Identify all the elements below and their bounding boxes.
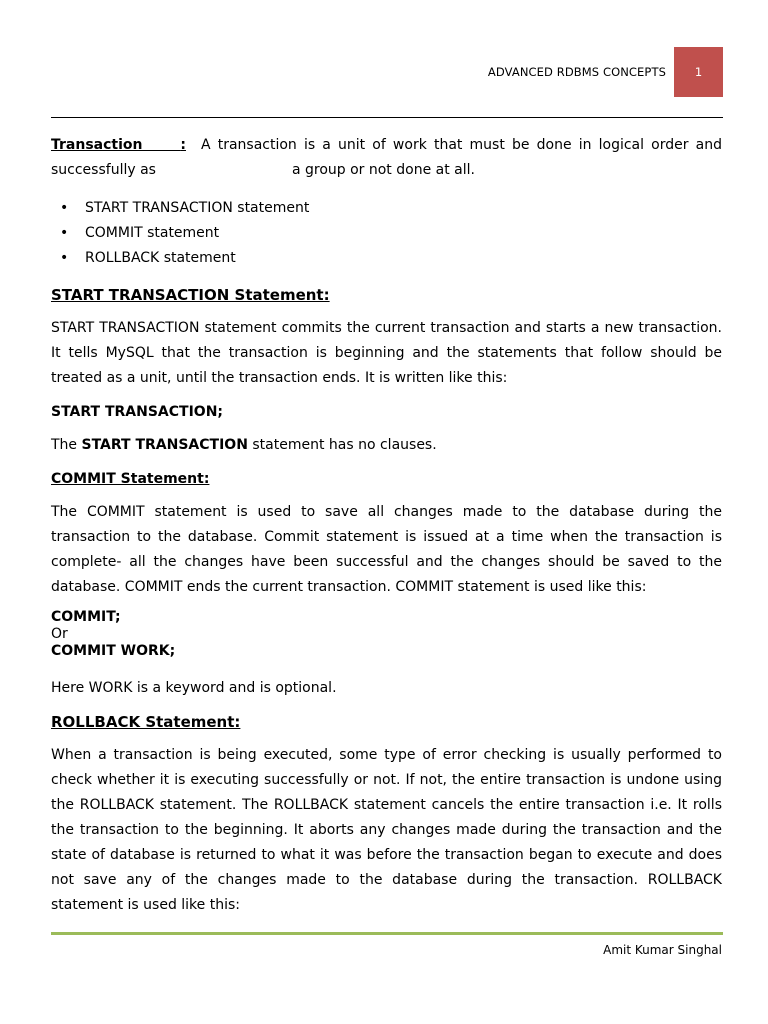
page-number: 1 <box>694 65 703 79</box>
bullet-icon: • <box>60 200 69 216</box>
commit-work-code: COMMIT WORK; <box>51 643 176 659</box>
statement-list <box>51 196 722 271</box>
start-transaction-code: START TRANSACTION; <box>51 404 224 420</box>
header-divider <box>51 117 723 118</box>
footer-author: Amit Kumar Singhal <box>603 943 722 957</box>
intro-text-part2: a group or not done at all. <box>291 162 475 178</box>
document-body <box>51 133 722 918</box>
header-title: ADVANCED RDBMS CONCEPTS <box>487 65 666 79</box>
intro-paragraph <box>51 133 722 183</box>
list-item <box>51 246 722 271</box>
list-item-text: START TRANSACTION statement <box>85 200 310 216</box>
commit-paragraph: The COMMIT statement is used to save all changes made to the database during the transaction to the database. Commit statement is issued at a time when the transaction is complete- all the changes have been successful and the changes should be saved to the database. COMMIT ends the current transaction. COMMIT statement is used like this: <box>51 504 722 595</box>
list-item <box>51 221 722 246</box>
start-transaction-paragraph: START TRANSACTION statement commits the current transaction and starts a new transaction. It tells MySQL that the transaction is beginning and the statements that follow should be treated as a unit, until the transaction ends. It is written like this: <box>51 320 722 386</box>
intro-term-colon: : <box>180 137 186 153</box>
note-suffix: statement has no clauses. <box>252 437 437 453</box>
commit-heading: COMMIT Statement: <box>51 471 210 487</box>
bullet-icon: • <box>60 250 69 266</box>
list-item-text: ROLLBACK statement <box>85 250 236 266</box>
start-transaction-heading: START TRANSACTION Statement: <box>51 286 330 304</box>
note-bold: START TRANSACTION <box>81 437 248 453</box>
intro-term <box>51 137 186 153</box>
intro-term-text: Transaction <box>51 137 143 153</box>
intro-text-part1: A transaction is a unit of work that must be done in logical order and successfully as <box>51 137 723 178</box>
page-number-badge <box>674 47 723 97</box>
start-transaction-note <box>51 433 722 458</box>
rollback-paragraph: When a transaction is being executed, some type of error checking is usually performed to check whether it is executing successfully or not. If not, the entire transaction is undone using the ROLLBACK statement. The ROLLBACK statement cancels the entire transaction i.e. It rolls the transaction to the beginning. It aborts any changes made during the transaction and the state of database is returned to what it was before the transaction began to execute and does not save any of the changes made to the database during the transaction. ROLLBACK statement is used like this: <box>51 747 722 913</box>
list-item <box>51 196 722 221</box>
commit-note: Here WORK is a keyword and is optional. <box>51 680 337 696</box>
footer-divider <box>51 932 723 935</box>
list-item-text: COMMIT statement <box>85 225 220 241</box>
rollback-heading: ROLLBACK Statement: <box>51 713 241 731</box>
bullet-icon: • <box>60 225 69 241</box>
commit-code-block <box>51 609 722 660</box>
commit-or: Or <box>51 626 68 642</box>
commit-code: COMMIT; <box>51 609 121 625</box>
note-prefix: The <box>51 437 78 453</box>
